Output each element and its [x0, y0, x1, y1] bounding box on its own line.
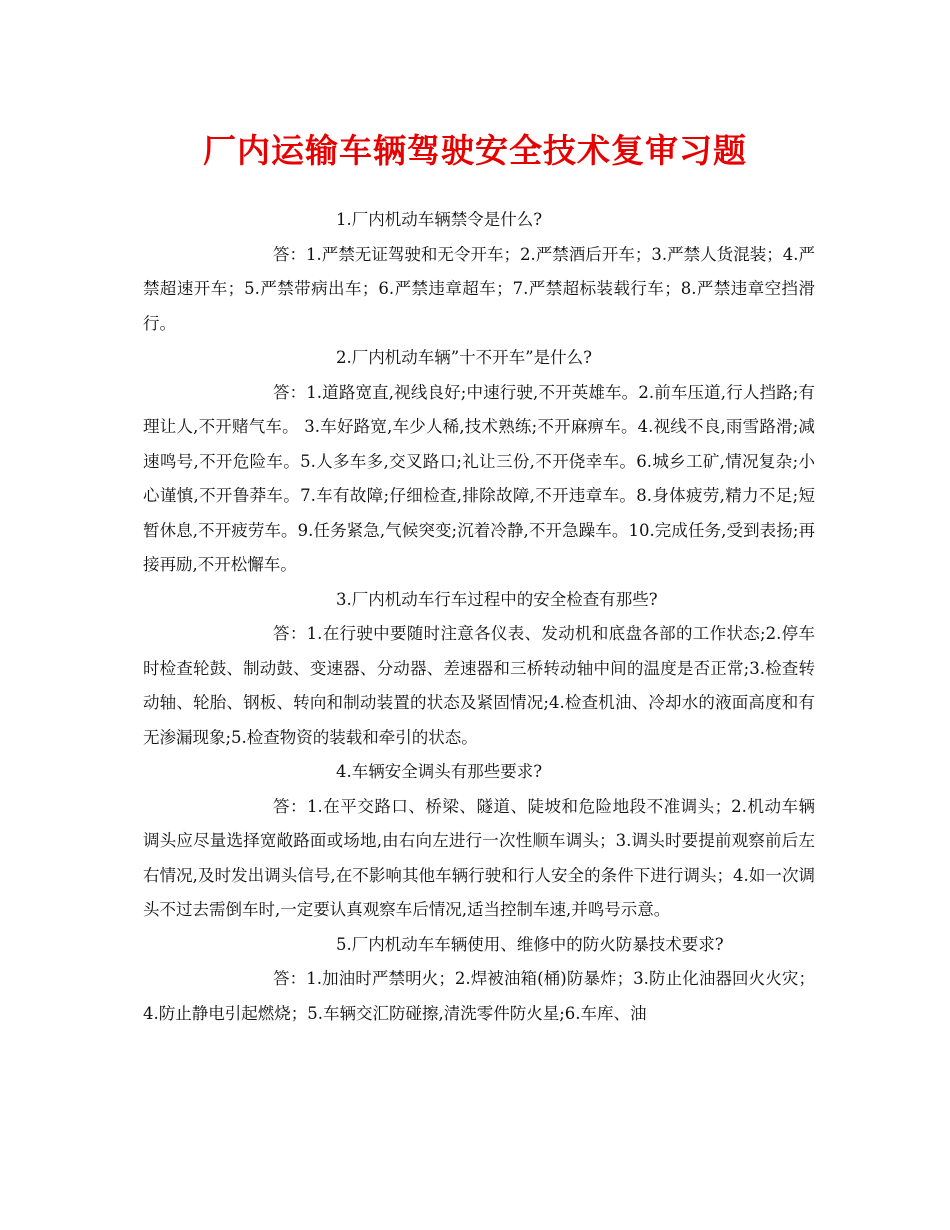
- answer-1: 答：1.严禁无证驾驶和无令开车；2.严禁酒后开车；3.严禁人货混装；4.严禁超速开车；5.严禁带病出车；6.严禁违章超车；7.严禁超标装载行车；8.严禁违章空挡滑行。: [143, 244, 815, 333]
- question-1: 1.厂内机动车辆禁令是什么?: [336, 210, 543, 229]
- question-4: 4.车辆安全调头有那些要求?: [336, 762, 543, 781]
- answer-3: 答：1.在行驶中要随时注意各仪表、发动机和底盘各部的工作状态;2.停车时检查轮鼓、制动鼓、变速器、分动器、差速器和三桥转动轴中间的温度是否正常;3.检查转动轴、轮胎、钢板、转向和制动装置的状态及紧固情况;4.检查机油、冷却水的液面高度和有无渗漏现象;5.检查物资的装载和牵引的状态。: [143, 624, 815, 747]
- answer-4: 答：1.在平交路口、桥梁、隧道、陡坡和危险地段不准调头；2.机动车辆调头应尽量选择宽敞路面或场地,由右向左进行一次性顺车调头；3.调头时要提前观察前后左右情况,及时发出调头信号,在不影响其他车辆行驶和行人安全的条件下进行调头；4.如一次调头不过去需倒车时,一定要认真观察车后情况,适当控制车速,并鸣号示意。: [143, 796, 815, 919]
- answer-2: 答：1.道路宽直,视线良好;中速行驶,不开英雄车。2.前车压道,行人挡路;有理让人,不开赌气车。 3.车好路宽,车少人稀,技术熟练;不开麻痹车。4.视线不良,雨雪路滑;减速鸣号,不开危险车。5.人多车多,交叉路口;礼让三份,不开侥幸车。6.城乡工矿,情况复杂;小心谨慎,不开鲁莽车。7.车有故障;仔细检查,排除故障,不开违章车。8.身体疲劳,精力不足;短暂休息,不开疲劳车。9.任务紧急,气候突变;沉着冷静,不开急躁车。10.完成任务,受到表扬;再接再励,不开松懈车。: [143, 382, 815, 574]
- answer-5: 答：1.加油时严禁明火；2.焊被油箱(桶)防暴炸；3.防止化油器回火火灾；4.防止静电引起燃烧；5.车辆交汇防碰擦,清洗零件防火星;6.车库、油: [143, 969, 815, 1023]
- document-body: [143, 203, 815, 1031]
- question-5: 5.厂内机动车车辆使用、维修中的防火防暴技术要求?: [336, 934, 724, 954]
- document-title: 厂内运输车辆驾驶安全技术复审习题: [203, 131, 747, 170]
- question-3: 3.厂内机动车行车过程中的安全检查有那些?: [336, 589, 658, 609]
- question-2: 2.厂内机动车辆”十不开车”是什么?: [336, 348, 592, 367]
